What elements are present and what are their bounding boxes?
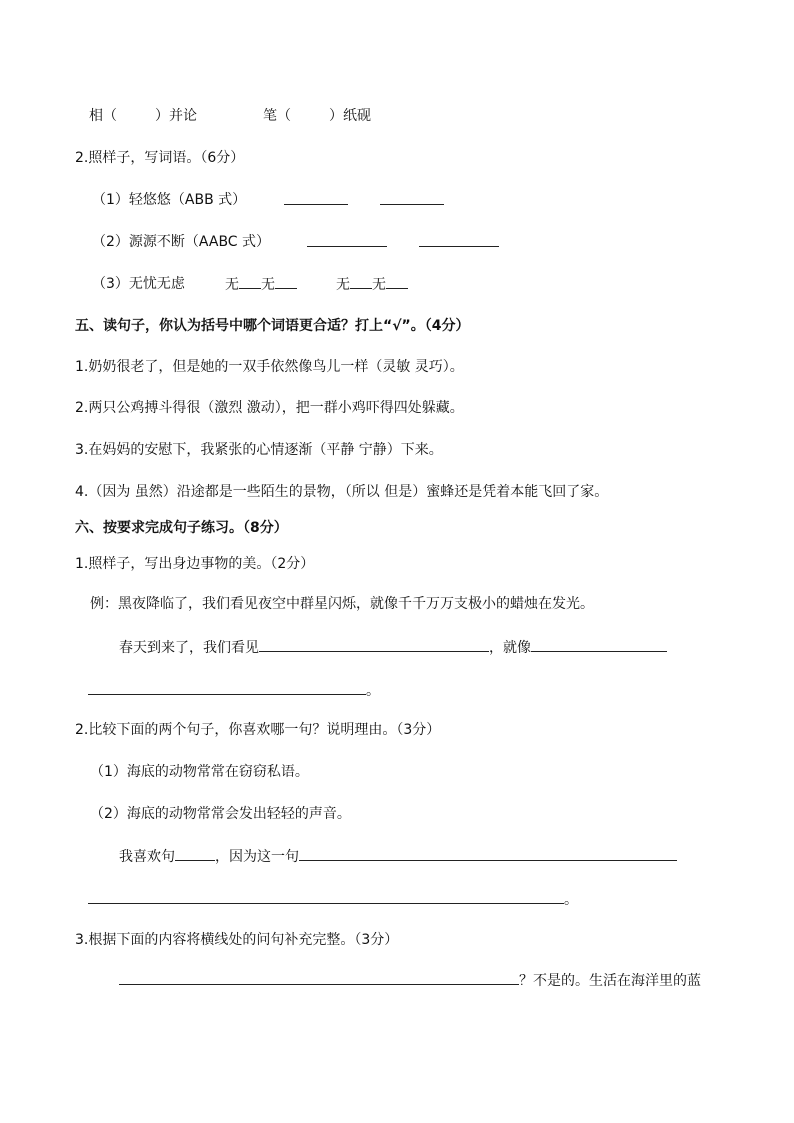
- answer-blank-1[interactable]: [284, 190, 348, 211]
- wu-fill-a: 无 无: [225, 274, 297, 295]
- q5-item-1: 1.奶奶很老了，但是她的一双手依然像鸟儿一样（灵敏 灵巧）。: [75, 359, 464, 375]
- idiom-a-prefix: 相（: [89, 108, 117, 124]
- q6-item3-fill: ？不是的。生活在海洋里的蓝: [119, 970, 701, 991]
- answer-blank-7[interactable]: [350, 274, 372, 289]
- answer-blank-8[interactable]: [386, 274, 408, 289]
- wu-fill-b: 无 无: [336, 274, 408, 295]
- q6-item1-fill-cont: 。: [88, 680, 380, 701]
- answer-blank-2[interactable]: [380, 190, 444, 211]
- q6-item1-example: 例：黑夜降临了，我们看见夜空中群星闪烁，就像千千万万支极小的蜡烛在发光。: [90, 596, 594, 612]
- section-six-heading: 六、按要求完成句子练习。（8分）: [75, 520, 288, 536]
- answer-blank-5[interactable]: [239, 274, 261, 289]
- q6-item1-fill: 春天到来了，我们看见 ，就像: [119, 637, 667, 658]
- q5-item-4: 4.（因为 虽然）沿途都是一些陌生的景物，（所以 但是）蜜蜂还是凭着本能飞回了家。: [75, 484, 609, 500]
- q6-item1-title: 1.照样子，写出身边事物的美。（2分）: [75, 556, 315, 572]
- answer-blank-11[interactable]: [88, 680, 366, 695]
- q4-item2-title: 2.照样子，写词语。（6分）: [75, 150, 245, 166]
- idiom-a-suffix: ）并论: [155, 108, 197, 124]
- idiom-fill-row-b: [263, 106, 371, 126]
- answer-blank-3[interactable]: [307, 232, 387, 253]
- answer-blank-4[interactable]: [419, 232, 499, 253]
- answer-blank-6[interactable]: [275, 274, 297, 289]
- idiom-b-suffix: ）纸砚: [329, 108, 371, 124]
- answer-blank-12[interactable]: [175, 846, 215, 861]
- q5-item-2: 2.两只公鸡搏斗得很（激烈 激动），把一群小鸡吓得四处躲藏。: [75, 400, 464, 416]
- q4-item2-sub3: （3）无忧无虑: [92, 276, 185, 292]
- q5-item-3: 3.在妈妈的安慰下，我紧张的心情逐渐（平静 宁静）下来。: [75, 442, 443, 458]
- answer-blank-9[interactable]: [259, 637, 489, 652]
- answer-blank-14[interactable]: [88, 889, 564, 904]
- answer-blank-13[interactable]: [299, 846, 677, 861]
- idiom-fill-row: [89, 106, 197, 126]
- answer-blank-10[interactable]: [531, 637, 667, 652]
- answer-blank-15[interactable]: [119, 970, 519, 985]
- q6-item2-title: 2.比较下面的两个句子，你喜欢哪一句？说明理由。（3分）: [75, 722, 441, 738]
- q6-item3-title: 3.根据下面的内容将横线处的问句补充完整。（3分）: [75, 932, 399, 948]
- q6-item2-s1: （1）海底的动物常常在窃窃私语。: [90, 764, 309, 780]
- section-five-heading: 五、读句子，你认为括号中哪个词语更合适？打上“√”。（4分）: [75, 318, 470, 334]
- q6-item2-fill-cont: 。: [88, 889, 578, 910]
- q4-item2-sub2: （2）源源不断（AABC 式）: [92, 234, 271, 250]
- q4-item2-sub1: （1）轻悠悠（ABB 式）: [92, 192, 247, 208]
- q6-item2-fill: 我喜欢句 ，因为这一句: [119, 846, 677, 867]
- q6-item2-s2: （2）海底的动物常常会发出轻轻的声音。: [90, 806, 351, 822]
- idiom-b-prefix: 笔（: [263, 108, 291, 124]
